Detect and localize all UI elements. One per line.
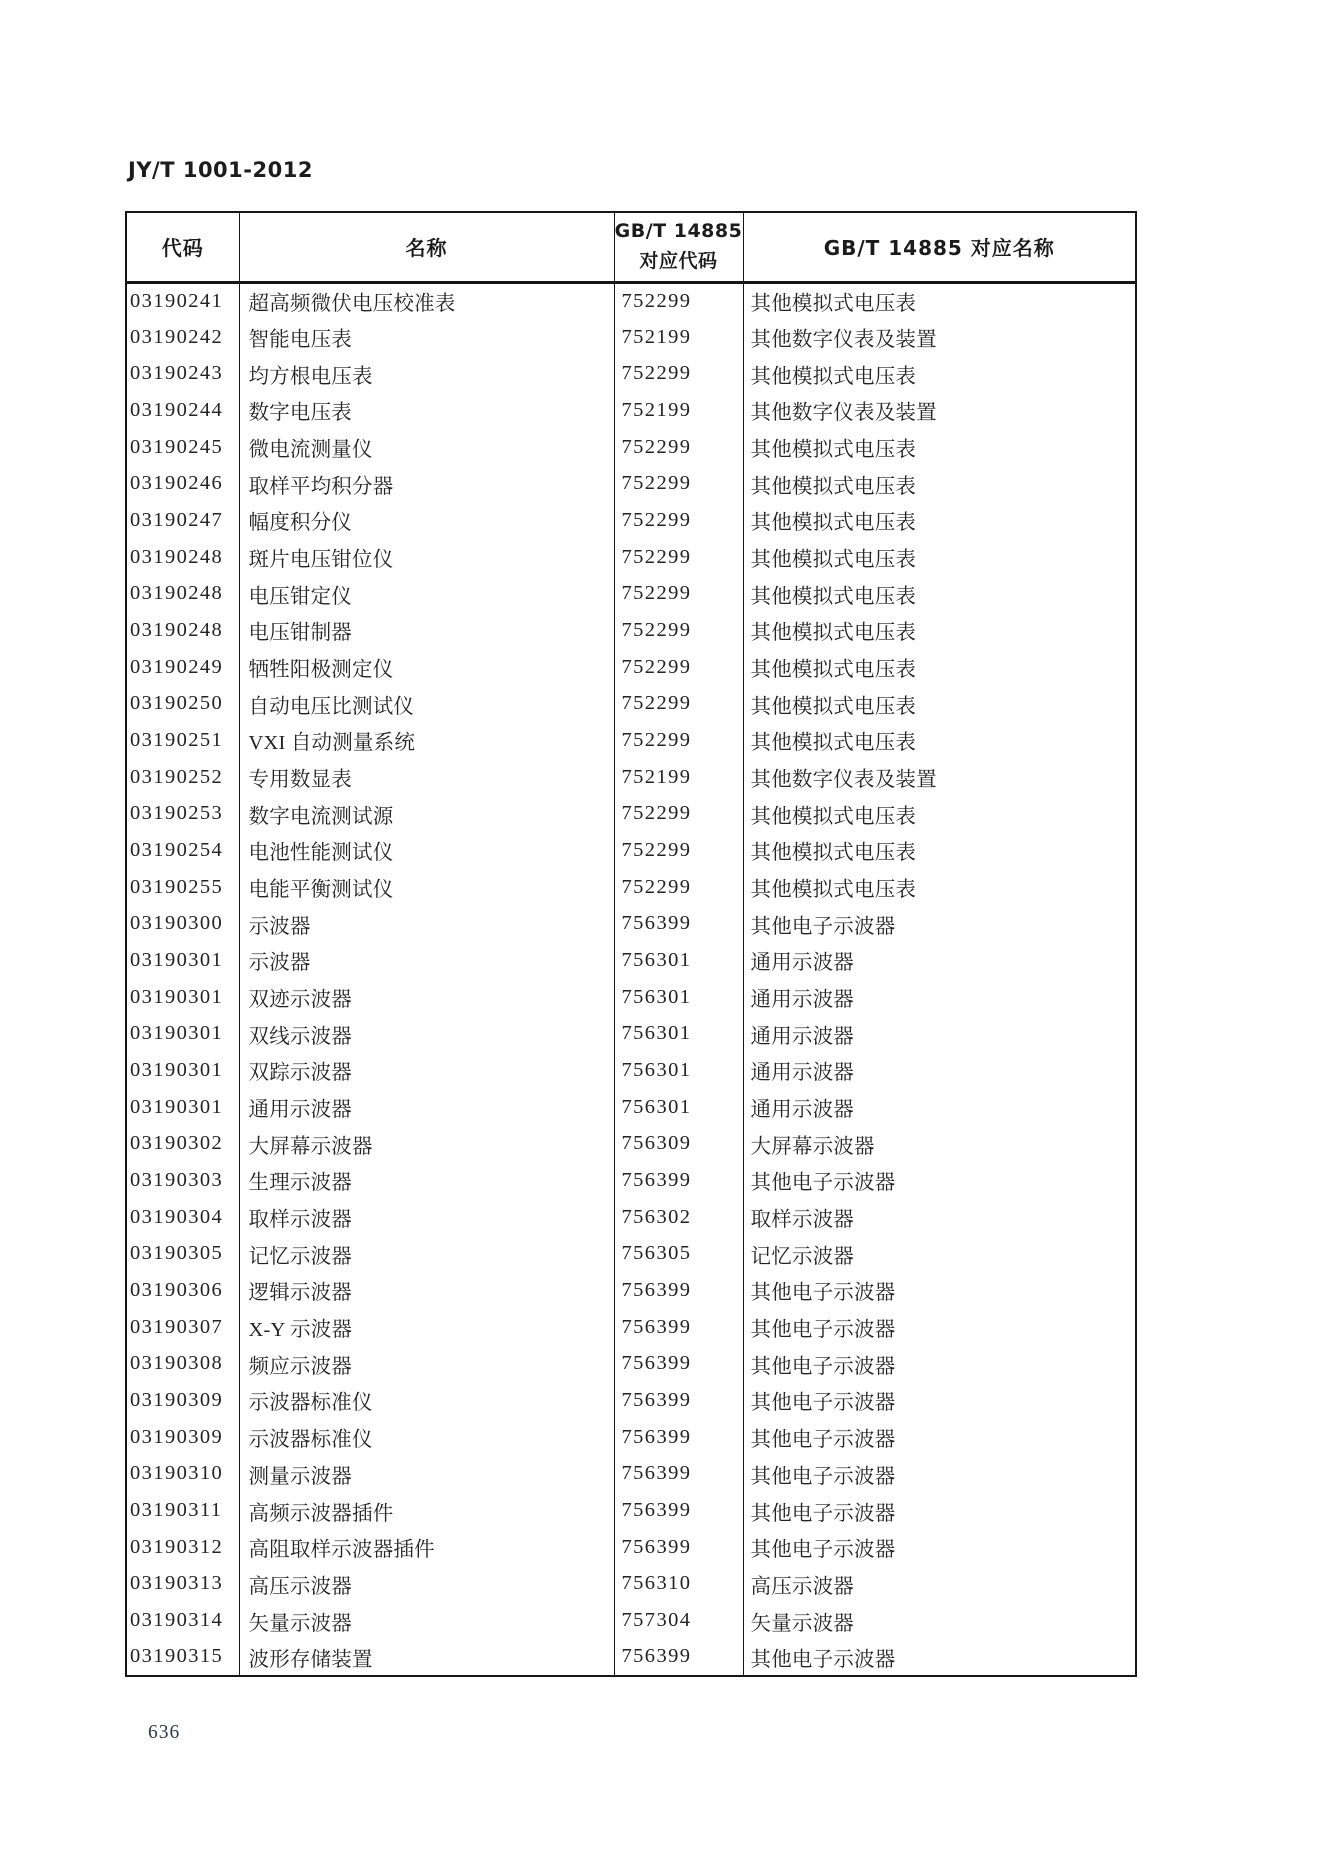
cell-code: 03190248	[126, 575, 239, 612]
cell-name: 幅度积分仪	[239, 502, 614, 539]
cell-gbt-code: 756399	[614, 1345, 743, 1382]
cell-gbt-name: 通用示波器	[743, 1052, 1136, 1089]
cell-name: 测量示波器	[239, 1456, 614, 1493]
table-row	[126, 1235, 1136, 1272]
cell-code: 03190253	[126, 795, 239, 832]
cell-gbt-code: 752299	[614, 282, 743, 319]
cell-code: 03190245	[126, 429, 239, 466]
cell-gbt-code: 752299	[614, 429, 743, 466]
cell-gbt-name: 其他模拟式电压表	[743, 722, 1136, 759]
cell-gbt-code: 756309	[614, 1125, 743, 1162]
cell-code: 03190310	[126, 1456, 239, 1493]
table-row	[126, 1382, 1136, 1419]
table-row	[126, 1639, 1136, 1676]
cell-name: 示波器标准仪	[239, 1419, 614, 1456]
table-row	[126, 832, 1136, 869]
cell-gbt-name: 其他电子示波器	[743, 1419, 1136, 1456]
table-row	[126, 759, 1136, 796]
cell-gbt-name: 通用示波器	[743, 979, 1136, 1016]
cell-gbt-name: 通用示波器	[743, 1015, 1136, 1052]
cell-name: 矢量示波器	[239, 1602, 614, 1639]
cell-name: 波形存储装置	[239, 1639, 614, 1676]
cell-gbt-name: 其他电子示波器	[743, 1456, 1136, 1493]
cell-gbt-code: 756399	[614, 1456, 743, 1493]
cell-gbt-name: 其他电子示波器	[743, 1162, 1136, 1199]
cell-gbt-name: 其他电子示波器	[743, 1272, 1136, 1309]
cell-gbt-code: 752299	[614, 832, 743, 869]
cell-code: 03190241	[126, 282, 239, 319]
code-mapping-table	[125, 211, 1137, 1677]
cell-gbt-code: 752299	[614, 355, 743, 392]
cell-gbt-code: 752299	[614, 502, 743, 539]
cell-gbt-name: 其他数字仪表及装置	[743, 392, 1136, 429]
cell-gbt-code: 756301	[614, 1015, 743, 1052]
table-header	[126, 212, 1136, 282]
table-row	[126, 1309, 1136, 1346]
cell-gbt-code: 756305	[614, 1235, 743, 1272]
cell-gbt-name: 其他模拟式电压表	[743, 832, 1136, 869]
table-row	[126, 465, 1136, 502]
table-row	[126, 1199, 1136, 1236]
table-row	[126, 905, 1136, 942]
cell-name: 高压示波器	[239, 1566, 614, 1603]
cell-gbt-name: 其他模拟式电压表	[743, 869, 1136, 906]
cell-gbt-code: 756301	[614, 1089, 743, 1126]
cell-gbt-name: 其他模拟式电压表	[743, 355, 1136, 392]
table-row	[126, 355, 1136, 392]
cell-code: 03190307	[126, 1309, 239, 1346]
table-row	[126, 1162, 1136, 1199]
cell-name: 自动电压比测试仪	[239, 685, 614, 722]
cell-gbt-name: 其他模拟式电压表	[743, 465, 1136, 502]
cell-code: 03190255	[126, 869, 239, 906]
header-gbt-code-line1: GB/T 14885	[614, 220, 743, 243]
cell-code: 03190251	[126, 722, 239, 759]
table-row	[126, 1089, 1136, 1126]
cell-code: 03190303	[126, 1162, 239, 1199]
table-row	[126, 319, 1136, 356]
table-row	[126, 392, 1136, 429]
cell-gbt-code: 752299	[614, 795, 743, 832]
cell-code: 03190304	[126, 1199, 239, 1236]
table-row	[126, 1272, 1136, 1309]
cell-gbt-name: 其他模拟式电压表	[743, 429, 1136, 466]
cell-name: 频应示波器	[239, 1345, 614, 1382]
header-gbt-code	[614, 212, 743, 282]
cell-gbt-name: 其他模拟式电压表	[743, 539, 1136, 576]
cell-code: 03190315	[126, 1639, 239, 1676]
cell-code: 03190301	[126, 1052, 239, 1089]
cell-gbt-code: 756399	[614, 1382, 743, 1419]
cell-gbt-code: 752199	[614, 319, 743, 356]
table-row	[126, 649, 1136, 686]
cell-gbt-code: 752199	[614, 759, 743, 796]
cell-code: 03190248	[126, 612, 239, 649]
table-row	[126, 539, 1136, 576]
cell-name: 记忆示波器	[239, 1235, 614, 1272]
cell-gbt-code: 756399	[614, 1272, 743, 1309]
cell-gbt-name: 其他模拟式电压表	[743, 649, 1136, 686]
cell-gbt-code: 756310	[614, 1566, 743, 1603]
table-row	[126, 282, 1136, 319]
cell-gbt-code: 756301	[614, 942, 743, 979]
table-row	[126, 979, 1136, 1016]
cell-name: 数字电压表	[239, 392, 614, 429]
cell-code: 03190311	[126, 1492, 239, 1529]
cell-gbt-code: 756302	[614, 1199, 743, 1236]
cell-gbt-code: 752299	[614, 685, 743, 722]
cell-name: 高阻取样示波器插件	[239, 1529, 614, 1566]
cell-code: 03190249	[126, 649, 239, 686]
cell-gbt-name: 其他电子示波器	[743, 1382, 1136, 1419]
cell-gbt-code: 756399	[614, 1529, 743, 1566]
cell-name: 数字电流测试源	[239, 795, 614, 832]
cell-gbt-name: 其他模拟式电压表	[743, 795, 1136, 832]
cell-gbt-code: 756399	[614, 1309, 743, 1346]
table-row	[126, 1052, 1136, 1089]
cell-name: 均方根电压表	[239, 355, 614, 392]
cell-gbt-name: 其他数字仪表及装置	[743, 319, 1136, 356]
cell-gbt-name: 其他模拟式电压表	[743, 502, 1136, 539]
cell-gbt-name: 高压示波器	[743, 1566, 1136, 1603]
cell-gbt-name: 取样示波器	[743, 1199, 1136, 1236]
cell-gbt-name: 其他模拟式电压表	[743, 575, 1136, 612]
table-row	[126, 685, 1136, 722]
cell-code: 03190252	[126, 759, 239, 796]
cell-name: 专用数显表	[239, 759, 614, 796]
cell-name: 生理示波器	[239, 1162, 614, 1199]
table-row	[126, 502, 1136, 539]
cell-gbt-name: 其他电子示波器	[743, 1529, 1136, 1566]
table-row	[126, 1602, 1136, 1639]
cell-name: 超高频微伏电压校准表	[239, 282, 614, 319]
cell-code: 03190244	[126, 392, 239, 429]
cell-name: 取样平均积分器	[239, 465, 614, 502]
cell-name: 示波器标准仪	[239, 1382, 614, 1419]
cell-gbt-code: 756399	[614, 905, 743, 942]
cell-code: 03190305	[126, 1235, 239, 1272]
cell-name: 电压钳制器	[239, 612, 614, 649]
cell-code: 03190302	[126, 1125, 239, 1162]
table-row	[126, 1419, 1136, 1456]
cell-code: 03190254	[126, 832, 239, 869]
cell-code: 03190242	[126, 319, 239, 356]
cell-gbt-name: 矢量示波器	[743, 1602, 1136, 1639]
cell-name: 取样示波器	[239, 1199, 614, 1236]
cell-gbt-name: 通用示波器	[743, 1089, 1136, 1126]
cell-code: 03190301	[126, 1015, 239, 1052]
cell-gbt-code: 752299	[614, 612, 743, 649]
cell-code: 03190309	[126, 1382, 239, 1419]
cell-gbt-code: 756301	[614, 1052, 743, 1089]
cell-code: 03190301	[126, 979, 239, 1016]
cell-gbt-code: 752299	[614, 539, 743, 576]
cell-name: 双迹示波器	[239, 979, 614, 1016]
cell-code: 03190301	[126, 942, 239, 979]
page-number: 636	[148, 1722, 181, 1743]
standard-number: JY/T 1001-2012	[128, 158, 313, 182]
cell-name: VXI 自动测量系统	[239, 722, 614, 759]
cell-gbt-code: 756399	[614, 1639, 743, 1676]
cell-code: 03190248	[126, 539, 239, 576]
cell-code: 03190314	[126, 1602, 239, 1639]
table-row	[126, 1529, 1136, 1566]
cell-gbt-code: 756399	[614, 1162, 743, 1199]
cell-name: 电池性能测试仪	[239, 832, 614, 869]
cell-gbt-name: 其他电子示波器	[743, 1639, 1136, 1676]
cell-name: 高频示波器插件	[239, 1492, 614, 1529]
cell-code: 03190300	[126, 905, 239, 942]
cell-name: 通用示波器	[239, 1089, 614, 1126]
table-row	[126, 612, 1136, 649]
cell-name: 电压钳定仪	[239, 575, 614, 612]
table-row	[126, 1015, 1136, 1052]
table-body	[126, 282, 1136, 1676]
table-row	[126, 942, 1136, 979]
cell-gbt-name: 其他电子示波器	[743, 1345, 1136, 1382]
cell-name: 示波器	[239, 905, 614, 942]
table-row	[126, 1125, 1136, 1162]
cell-gbt-name: 通用示波器	[743, 942, 1136, 979]
cell-code: 03190309	[126, 1419, 239, 1456]
cell-name: 大屏幕示波器	[239, 1125, 614, 1162]
cell-gbt-code: 752299	[614, 869, 743, 906]
cell-gbt-name: 其他模拟式电压表	[743, 282, 1136, 319]
cell-gbt-code: 752299	[614, 649, 743, 686]
cell-gbt-code: 752299	[614, 575, 743, 612]
cell-code: 03190313	[126, 1566, 239, 1603]
table-row	[126, 1345, 1136, 1382]
cell-name: 智能电压表	[239, 319, 614, 356]
cell-name: 双线示波器	[239, 1015, 614, 1052]
cell-gbt-name: 其他电子示波器	[743, 1492, 1136, 1529]
cell-code: 03190247	[126, 502, 239, 539]
cell-code: 03190301	[126, 1089, 239, 1126]
cell-code: 03190243	[126, 355, 239, 392]
table-row	[126, 869, 1136, 906]
table-row	[126, 1456, 1136, 1493]
cell-gbt-code: 756301	[614, 979, 743, 1016]
header-gbt-code-line2: 对应代码	[639, 249, 718, 272]
cell-gbt-name: 其他模拟式电压表	[743, 612, 1136, 649]
cell-gbt-name: 其他电子示波器	[743, 1309, 1136, 1346]
cell-name: 逻辑示波器	[239, 1272, 614, 1309]
table-row	[126, 1492, 1136, 1529]
cell-gbt-name: 其他数字仪表及装置	[743, 759, 1136, 796]
cell-code: 03190306	[126, 1272, 239, 1309]
cell-code: 03190250	[126, 685, 239, 722]
cell-name: 双踪示波器	[239, 1052, 614, 1089]
cell-name: 斑片电压钳位仪	[239, 539, 614, 576]
header-code: 代码	[126, 212, 239, 282]
cell-name: 电能平衡测试仪	[239, 869, 614, 906]
cell-name: 微电流测量仪	[239, 429, 614, 466]
cell-gbt-code: 756399	[614, 1492, 743, 1529]
cell-name: 示波器	[239, 942, 614, 979]
cell-gbt-name: 大屏幕示波器	[743, 1125, 1136, 1162]
cell-gbt-name: 其他电子示波器	[743, 905, 1136, 942]
cell-gbt-name: 记忆示波器	[743, 1235, 1136, 1272]
cell-gbt-code: 757304	[614, 1602, 743, 1639]
cell-gbt-code: 752299	[614, 722, 743, 759]
table-row	[126, 795, 1136, 832]
cell-gbt-code: 756399	[614, 1419, 743, 1456]
header-gbt-name: GB/T 14885 对应名称	[743, 212, 1136, 282]
cell-gbt-code: 752299	[614, 465, 743, 502]
cell-name: 牺牲阳极测定仪	[239, 649, 614, 686]
cell-gbt-name: 其他模拟式电压表	[743, 685, 1136, 722]
cell-code: 03190308	[126, 1345, 239, 1382]
header-row	[126, 212, 1136, 282]
table-row	[126, 429, 1136, 466]
cell-name: X-Y 示波器	[239, 1309, 614, 1346]
cell-code: 03190246	[126, 465, 239, 502]
table-row	[126, 1566, 1136, 1603]
cell-code: 03190312	[126, 1529, 239, 1566]
header-name: 名称	[239, 212, 614, 282]
table-row	[126, 722, 1136, 759]
cell-gbt-code: 752199	[614, 392, 743, 429]
table-row	[126, 575, 1136, 612]
